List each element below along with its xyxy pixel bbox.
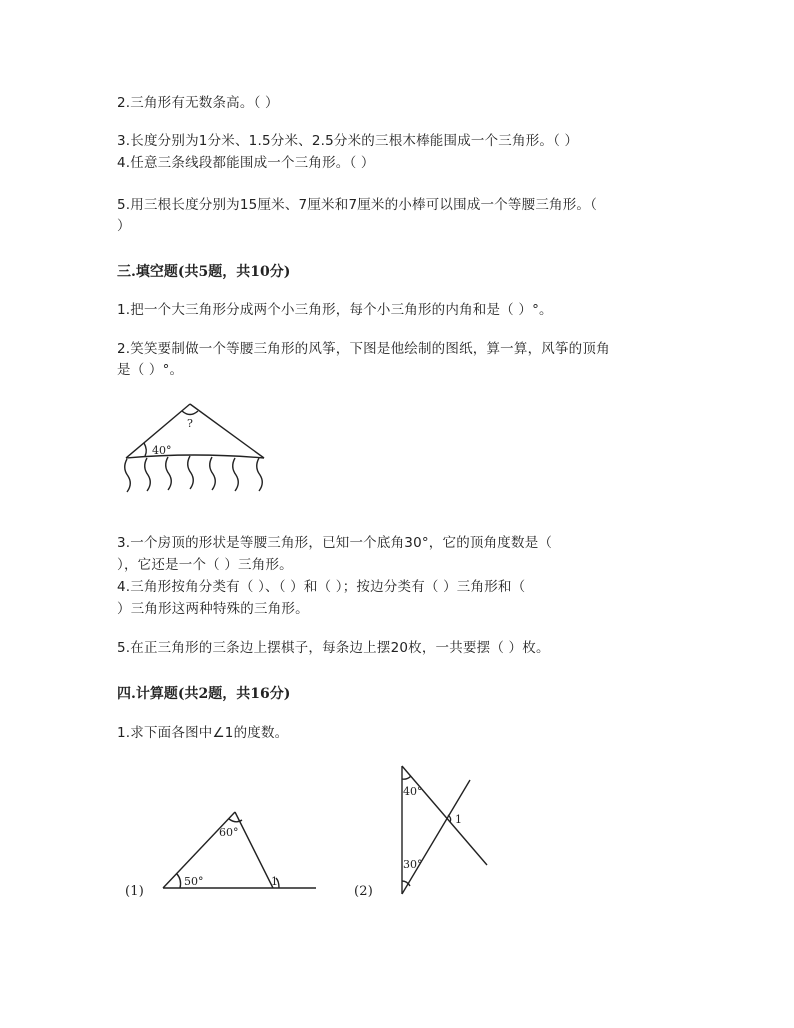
kite-tail	[210, 457, 216, 490]
kite-figure	[118, 396, 278, 498]
figure-2-top-arc	[402, 776, 411, 779]
figure-1-left-arc	[177, 874, 181, 888]
kite-angle-label: 40°	[152, 444, 172, 457]
judge-question-4: 4.任意三条线段都能围成一个三角形。（ ）	[117, 155, 375, 171]
kite-base	[126, 455, 264, 458]
figure-2-top-line	[402, 766, 487, 865]
kite-right-edge	[190, 404, 264, 458]
kite-tail	[166, 457, 172, 490]
kite-base-angle-arc	[144, 443, 146, 456]
kite-tail	[125, 459, 131, 492]
judge-question-5-line2: ）	[117, 218, 131, 234]
figure-1-angle-50: 50°	[184, 875, 204, 888]
kite-apex-arc	[182, 411, 198, 415]
fill-question-4-line1: 4.三角形按角分类有（ ）、（ ）和（ ）；按边分类有（ ）三角形和（	[117, 579, 526, 595]
figure-2-angle-40: 40°	[403, 785, 423, 798]
figure-1-label: (1)	[125, 884, 145, 899]
figure-2-angle-1: 1	[455, 813, 462, 826]
judge-question-3: 3.长度分别为1分米、1.5分米、2.5分米的三根木棒能围成一个三角形。（ ）	[117, 133, 579, 149]
figure-1-triangle	[158, 806, 318, 900]
fill-question-5: 5.在正三角形的三条边上摆棋子，每条边上摆20枚，一共要摆（ ）枚。	[117, 640, 550, 656]
judge-question-2: 2.三角形有无数条高。（ ）	[117, 95, 279, 111]
fill-question-3-line2: ），它还是一个（ ）三角形。	[117, 557, 293, 573]
figure-1-angle-1: 1	[271, 875, 278, 888]
calc-question-1: 1.求下面各图中∠1的度数。	[117, 725, 289, 741]
kite-question-mark: ?	[187, 417, 193, 430]
kite-tail	[233, 458, 239, 491]
fill-question-2-line1: 2.笑笑要制做一个等腰三角形的风筝，下图是他绘制的图纸，算一算，风筝的顶角	[117, 341, 610, 357]
fill-section-heading: 三.填空题(共5题，共10分)	[117, 264, 291, 280]
calc-section-heading: 四.计算题(共2题，共16分)	[117, 686, 291, 702]
figure-2-label: (2)	[354, 884, 374, 899]
fill-question-3-line1: 3.一个房顶的形状是等腰三角形，已知一个底角30°，它的顶角度数是（	[117, 535, 553, 551]
kite-tail	[188, 456, 194, 489]
kite-tail	[145, 458, 151, 491]
fill-question-2-line2: 是（ ）°。	[117, 362, 184, 378]
judge-question-5-line1: 5.用三根长度分别为15厘米、7厘米和7厘米的小棒可以围成一个等腰三角形。（	[117, 197, 598, 213]
figure-1-right-side	[235, 812, 273, 888]
figure-2-figure	[392, 762, 492, 898]
kite-tail	[257, 458, 263, 491]
figure-1-top-arc	[229, 819, 242, 822]
fill-question-1: 1.把一个大三角形分成两个小三角形，每个小三角形的内角和是（ ）°。	[117, 302, 553, 318]
figure-1-angle-60: 60°	[219, 826, 239, 839]
fill-question-4-line2: ）三角形这两种特殊的三角形。	[117, 601, 309, 617]
figure-2-angle-30: 30°	[403, 858, 423, 871]
